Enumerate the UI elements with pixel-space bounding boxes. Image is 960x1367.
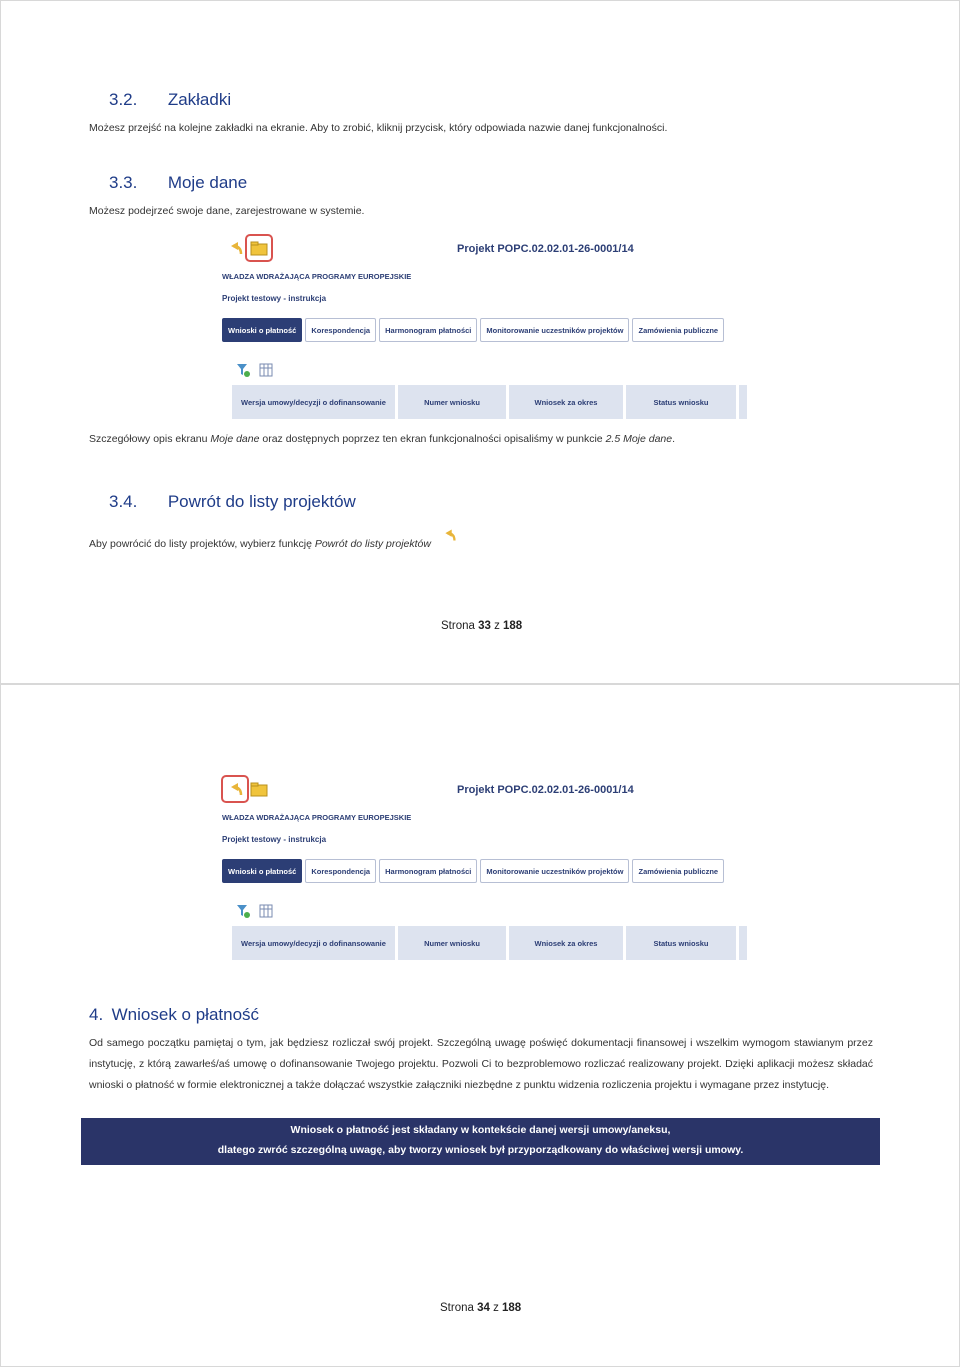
paragraph-line: wnioski o płatność w formie elektronicznej a także dołączać wszystkie załączniki niezbędne z punktu widzenia rozliczenia projektu i wymagane przez instytucję. xyxy=(89,1079,830,1091)
project-name: Projekt testowy - instrukcja xyxy=(222,294,327,303)
section-number: 3.2. xyxy=(109,90,138,109)
tab-monitorowanie[interactable]: Monitorowanie uczestników projektów xyxy=(480,318,629,342)
column-header[interactable]: Wersja umowy/decyzji o dofinansowanie xyxy=(232,926,395,960)
folder-icon[interactable] xyxy=(248,237,270,259)
page-footer xyxy=(441,620,522,632)
table-header xyxy=(232,385,747,419)
tab-korespondencja[interactable]: Korespondencja xyxy=(305,318,376,342)
tab-harmonogram-platnosci[interactable]: Harmonogram płatności xyxy=(379,859,477,883)
column-header[interactable]: Wniosek za okres xyxy=(509,926,623,960)
section-number: 3.3. xyxy=(109,173,138,192)
text-emphasis: 2.5 Moje dane xyxy=(605,433,673,445)
footer-separator: z xyxy=(490,620,504,632)
tab-bar xyxy=(222,859,724,883)
add-filter-icon[interactable] xyxy=(236,363,250,377)
column-header-overflow xyxy=(739,385,747,419)
column-header[interactable]: Wniosek za okres xyxy=(509,385,623,419)
banner-line-1: Wniosek o płatność jest składany w kontekście danej wersji umowy/aneksu, xyxy=(290,1124,671,1136)
back-arrow-icon[interactable] xyxy=(224,237,246,259)
tab-zamowienia-publiczne[interactable]: Zamówienia publiczne xyxy=(632,318,724,342)
column-header-overflow xyxy=(739,926,747,960)
column-header[interactable]: Wersja umowy/decyzji o dofinansowanie xyxy=(232,385,395,419)
app-screenshot-back-to-list xyxy=(222,778,752,958)
column-header[interactable]: Status wniosku xyxy=(626,385,736,419)
project-name: Projekt testowy - instrukcja xyxy=(222,835,327,844)
tab-zamowienia-publiczne[interactable]: Zamówienia publiczne xyxy=(632,859,724,883)
project-title: Projekt POPC.02.02.01-26-0001/14 xyxy=(457,784,634,796)
paragraph-line: instytucję, z którą zawarłeś/aś umowę o dofinansowanie Twojego projektu. Pozwoli Ci to bezproblemowo rozliczać realizowany projekt. Dzięki aplikacji możesz składać xyxy=(89,1058,873,1070)
add-filter-icon[interactable] xyxy=(236,904,250,918)
document-page-34 xyxy=(0,684,960,1367)
section-3-4-heading xyxy=(109,492,356,512)
page-total: 188 xyxy=(502,1302,522,1314)
back-arrow-icon[interactable] xyxy=(224,778,246,800)
tab-wnioski-o-platnosc[interactable]: Wnioski o płatność xyxy=(222,859,302,883)
section-3-2-text: Możesz przejść na kolejne zakładki na ekranie. Aby to zrobić, kliknij przycisk, który odpowiada nazwie danej funkcjonalności. xyxy=(89,122,668,134)
organization-name: WŁADZA WDRAŻAJĄCA PROGRAMY EUROPEJSKIE xyxy=(222,272,412,281)
tab-bar xyxy=(222,318,724,342)
folder-icon[interactable] xyxy=(248,778,270,800)
project-title: Projekt POPC.02.02.01-26-0001/14 xyxy=(457,243,634,255)
text-emphasis: Moje dane xyxy=(210,433,260,445)
back-arrow-icon xyxy=(439,525,459,545)
column-header[interactable]: Numer wniosku xyxy=(398,385,506,419)
page-number: 34 xyxy=(477,1302,490,1314)
text-fragment: Szczegółowy opis ekranu xyxy=(89,433,211,445)
tab-wnioski-o-platnosc[interactable]: Wnioski o płatność xyxy=(222,318,302,342)
section-3-3-text: Możesz podejrzeć swoje dane, zarejestrowane w systemie. xyxy=(89,205,365,217)
section-3-4-text xyxy=(89,537,431,552)
tab-harmonogram-platnosci[interactable]: Harmonogram płatności xyxy=(379,318,477,342)
text-fragment: oraz dostępnych poprzez ten ekran funkcjonalności opisaliśmy w punkcie xyxy=(259,433,606,445)
section-number: 4. xyxy=(89,1005,104,1024)
organization-name: WŁADZA WDRAŻAJĄCA PROGRAMY EUROPEJSKIE xyxy=(222,813,412,822)
section-title: Zakładki xyxy=(167,90,232,109)
paragraph-line: Od samego początku pamiętaj o tym, jak będziesz rozliczał swój projekt. Szczególną uwagę poświęć dokumentacji finansowej i wszelkim wymogom stawianym przez xyxy=(89,1037,873,1049)
text-emphasis: Powrót do listy projektów xyxy=(314,538,431,550)
detail-description xyxy=(89,432,675,447)
text-fragment: . xyxy=(672,433,676,445)
section-3-3-heading xyxy=(109,173,247,193)
info-banner xyxy=(81,1118,880,1165)
section-title: Powrót do listy projektów xyxy=(167,492,356,511)
section-title: Wniosek o płatność xyxy=(111,1005,260,1024)
column-header[interactable]: Numer wniosku xyxy=(398,926,506,960)
text-fragment: Aby powrócić do listy projektów, wybierz funkcję xyxy=(89,538,315,550)
table-settings-icon[interactable] xyxy=(259,363,273,377)
footer-prefix: Strona xyxy=(441,620,479,632)
banner-line-2: dlatego zwróć szczególną uwagę, aby tworzy wniosek był przyporządkowany do właściwej wersji umowy. xyxy=(217,1144,744,1156)
page-number: 33 xyxy=(478,620,491,632)
app-screenshot-moje-dane xyxy=(222,237,752,417)
footer-prefix: Strona xyxy=(440,1302,478,1314)
table-settings-icon[interactable] xyxy=(259,904,273,918)
page-total: 188 xyxy=(503,620,523,632)
section-3-2-heading xyxy=(109,90,231,110)
page-footer xyxy=(440,1302,521,1314)
section-title: Moje dane xyxy=(167,173,248,192)
footer-separator: z xyxy=(489,1302,503,1314)
table-header xyxy=(232,926,747,960)
tab-korespondencja[interactable]: Korespondencja xyxy=(305,859,376,883)
section-4-heading xyxy=(89,1005,259,1025)
section-4-paragraph xyxy=(89,1036,873,1099)
tab-monitorowanie[interactable]: Monitorowanie uczestników projektów xyxy=(480,859,629,883)
section-number: 3.4. xyxy=(109,492,138,511)
column-header[interactable]: Status wniosku xyxy=(626,926,736,960)
